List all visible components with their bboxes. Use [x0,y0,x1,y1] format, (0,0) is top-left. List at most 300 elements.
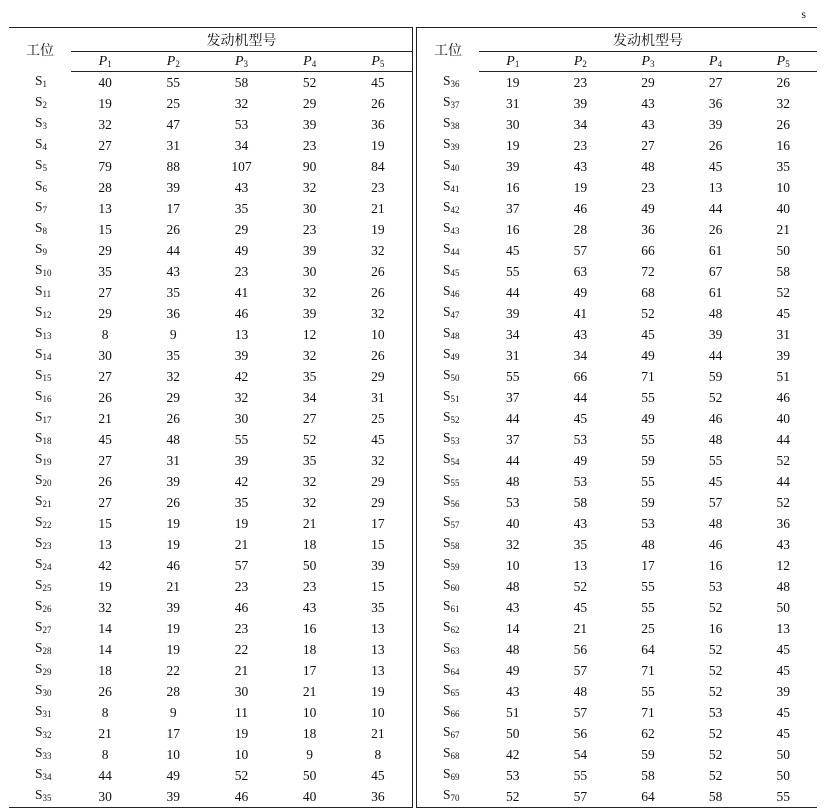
model-header-p5: $P_5$ [344,52,412,72]
time-cell: 39 [166,473,181,489]
time-cell: 55 [641,683,655,699]
time-cell: 21 [371,725,385,741]
time-cell: 43 [573,158,588,174]
time-cell: 19 [166,641,181,657]
time-cell: 58 [234,74,249,90]
time-cell: 32 [166,368,181,384]
time-cell: 49 [641,410,655,426]
station-cell: $S_{15}$ [35,366,52,383]
time-cell: 45 [708,473,723,489]
time-cell: 29 [371,494,385,510]
time-cell: 31 [371,389,385,405]
time-cell: 29 [302,95,317,111]
station-cell: $S_{64}$ [443,660,460,677]
time-cell: 57 [234,557,249,573]
time-cell: 40 [98,74,112,90]
time-cell: 45 [708,158,723,174]
time-cell: 27 [98,137,112,153]
time-cell: 48 [708,431,723,447]
time-cell: 55 [776,788,790,804]
time-cell: 46 [776,389,790,405]
time-cell: 63 [573,263,588,279]
station-cell: $S_{17}$ [35,408,52,425]
time-cell: 35 [234,200,249,216]
table-row [9,639,412,660]
model-header-p3: $P_3$ [614,52,682,72]
station-cell: $S_{66}$ [443,702,460,719]
station-cell: $S_{18}$ [35,429,52,446]
time-cell: 23 [371,179,385,195]
time-cell: 39 [302,116,317,132]
time-cell: 29 [98,305,112,321]
table-row [417,408,817,429]
time-cell: 52 [708,746,723,762]
time-cell: 21 [302,683,317,699]
time-cell: 39 [506,305,520,321]
time-cell: 18 [302,641,317,657]
table-row [417,156,817,177]
time-cell: 26 [98,473,112,489]
time-cell: 23 [302,137,317,153]
station-cell: $S_{33}$ [35,744,52,761]
time-cell: 12 [776,557,790,573]
time-cell: 52 [573,578,588,594]
time-cell: 10 [166,746,181,762]
table-row [417,723,817,744]
time-cell: 12 [302,326,317,342]
table-row [417,198,817,219]
time-cell: 59 [708,368,723,384]
station-cell: $S_8$ [35,219,48,236]
time-cell: 43 [506,683,520,699]
time-cell: 31 [506,347,520,363]
time-cell: 35 [302,452,317,468]
time-cell: 39 [776,347,790,363]
time-cell: 36 [641,221,655,237]
time-cell: 58 [641,767,655,783]
time-cell: 17 [166,200,181,216]
time-cell: 16 [506,179,520,195]
time-cell: 19 [371,137,385,153]
table-row [417,324,817,345]
time-cell: 44 [506,284,520,300]
table-row [417,555,817,576]
time-cell: 55 [506,368,520,384]
model-group-header: 发动机型号 [479,28,817,52]
table-row [417,219,817,240]
table-row [9,723,412,744]
time-cell: 35 [166,284,181,300]
time-cell: 46 [234,305,249,321]
station-cell: $S_{55}$ [443,471,460,488]
time-cell: 46 [234,599,249,615]
station-cell: $S_{24}$ [35,555,52,572]
time-cell: 35 [302,368,317,384]
station-cell: $S_2$ [35,93,48,110]
time-cell: 15 [371,578,385,594]
table-row [9,576,412,597]
time-cell: 49 [506,662,520,678]
time-cell: 57 [573,704,588,720]
time-cell: 32 [302,284,317,300]
time-cell: 44 [166,242,181,258]
time-cell: 32 [371,452,385,468]
table-row [417,492,817,513]
time-cell: 41 [234,284,249,300]
table-row [417,597,817,618]
station-cell: $S_{53}$ [443,429,460,446]
timing-table [9,27,817,808]
time-cell: 79 [98,158,112,174]
model-group-header: 发动机型号 [71,28,412,52]
time-cell: 45 [641,326,655,342]
time-cell: 66 [641,242,655,258]
table-row [417,786,817,807]
time-cell: 23 [641,179,655,195]
time-cell: 56 [573,725,588,741]
time-cell: 55 [166,74,181,90]
time-cell: 13 [708,179,723,195]
time-cell: 29 [371,368,385,384]
table-row [9,513,412,534]
table-row [417,702,817,723]
time-cell: 42 [98,557,112,573]
time-cell: 10 [371,326,385,342]
station-cell: $S_5$ [35,156,48,173]
time-cell: 52 [708,389,723,405]
time-cell: 53 [708,704,723,720]
time-cell: 10 [234,746,249,762]
table-row [9,786,412,807]
time-cell: 45 [776,662,790,678]
table-row [417,345,817,366]
time-cell: 52 [776,452,790,468]
time-cell: 29 [234,221,249,237]
time-cell: 71 [641,368,655,384]
time-cell: 55 [708,452,723,468]
station-cell: $S_{38}$ [443,114,460,131]
table-row [417,513,817,534]
table-row [9,471,412,492]
time-cell: 39 [166,179,181,195]
unit-label: s [801,7,806,21]
time-cell: 55 [573,767,588,783]
station-cell: $S_{23}$ [35,534,52,551]
time-cell: 48 [506,473,520,489]
table-row [9,114,412,135]
time-cell: 39 [371,557,385,573]
time-cell: 52 [302,431,317,447]
time-cell: 19 [98,95,112,111]
station-cell: $S_{26}$ [35,597,52,614]
time-cell: 41 [573,305,588,321]
time-cell: 53 [573,473,588,489]
table-row [9,93,412,114]
table-row [9,345,412,366]
station-cell: $S_{70}$ [443,786,460,803]
table-row [9,135,412,156]
time-cell: 36 [708,95,723,111]
time-cell: 46 [234,788,249,804]
table-row [417,765,817,786]
station-cell: $S_{50}$ [443,366,460,383]
time-cell: 40 [302,788,317,804]
time-cell: 51 [506,704,520,720]
time-cell: 53 [506,494,520,510]
station-cell: $S_{46}$ [443,282,460,299]
time-cell: 66 [573,368,588,384]
table-right [417,28,817,807]
time-cell: 8 [101,326,109,342]
station-cell: $S_{51}$ [443,387,460,404]
table-row [9,240,412,261]
time-cell: 49 [641,200,655,216]
station-cell: $S_{22}$ [35,513,52,530]
time-cell: 45 [98,431,112,447]
time-cell: 16 [776,137,790,153]
time-cell: 44 [98,767,112,783]
time-cell: 34 [302,389,317,405]
station-cell: $S_1$ [35,72,48,89]
time-cell: 107 [231,158,252,174]
time-cell: 23 [573,137,588,153]
time-cell: 53 [234,116,249,132]
station-cell: $S_{41}$ [443,177,460,194]
table-left-half [9,27,413,808]
time-cell: 48 [573,683,588,699]
time-cell: 40 [506,515,520,531]
time-cell: 14 [98,620,112,636]
time-cell: 19 [506,137,520,153]
time-cell: 45 [776,641,790,657]
time-cell: 13 [776,620,790,636]
station-cell: $S_{13}$ [35,324,52,341]
time-cell: 59 [641,494,655,510]
time-cell: 39 [166,599,181,615]
station-cell: $S_{20}$ [35,471,52,488]
time-cell: 45 [506,242,520,258]
time-cell: 48 [506,578,520,594]
time-cell: 27 [98,368,112,384]
time-cell: 34 [573,347,588,363]
time-cell: 53 [506,767,520,783]
station-cell: $S_{35}$ [35,786,52,803]
time-cell: 21 [371,200,385,216]
table-row [9,765,412,786]
time-cell: 50 [776,599,790,615]
table-row [417,618,817,639]
time-cell: 26 [166,221,181,237]
time-cell: 44 [776,473,790,489]
time-cell: 32 [371,305,385,321]
time-cell: 13 [371,662,385,678]
time-cell: 39 [302,242,317,258]
time-cell: 10 [776,179,790,195]
time-cell: 26 [776,74,790,90]
time-cell: 44 [506,410,520,426]
table-row [9,408,412,429]
time-cell: 13 [98,536,112,552]
time-cell: 32 [302,473,317,489]
station-cell: $S_{48}$ [443,324,460,341]
time-cell: 28 [98,179,112,195]
time-cell: 35 [166,347,181,363]
station-cell: $S_4$ [35,135,48,152]
station-cell: $S_{43}$ [443,219,460,236]
time-cell: 37 [506,389,520,405]
station-cell: $S_{68}$ [443,744,460,761]
time-cell: 19 [234,725,249,741]
time-cell: 55 [641,578,655,594]
time-cell: 34 [234,137,249,153]
station-cell: $S_{39}$ [443,135,460,152]
time-cell: 32 [234,389,249,405]
time-cell: 42 [506,746,520,762]
table-row [9,534,412,555]
time-cell: 49 [234,242,249,258]
time-cell: 34 [506,326,520,342]
time-cell: 30 [98,788,112,804]
time-cell: 53 [708,578,723,594]
time-cell: 13 [234,326,249,342]
time-cell: 39 [234,347,249,363]
time-cell: 8 [374,746,382,762]
station-cell: $S_9$ [35,240,48,257]
time-cell: 50 [776,242,790,258]
station-cell: $S_{10}$ [35,261,52,278]
station-cell: $S_{44}$ [443,240,460,257]
table-row [417,114,817,135]
model-header-p2: $P_2$ [139,52,207,72]
time-cell: 52 [708,683,723,699]
time-cell: 36 [371,116,385,132]
time-cell: 35 [98,263,112,279]
time-cell: 23 [302,221,317,237]
time-cell: 23 [234,620,249,636]
time-cell: 50 [776,746,790,762]
time-cell: 42 [234,473,249,489]
time-cell: 27 [98,284,112,300]
time-cell: 59 [641,746,655,762]
table-row [9,177,412,198]
time-cell: 43 [302,599,317,615]
time-cell: 43 [641,116,655,132]
time-cell: 46 [166,557,181,573]
time-cell: 17 [371,515,385,531]
time-cell: 31 [506,95,520,111]
time-cell: 8 [101,746,109,762]
station-cell: $S_{69}$ [443,765,460,782]
time-cell: 16 [302,620,317,636]
time-cell: 55 [234,431,249,447]
time-cell: 48 [166,431,181,447]
time-cell: 36 [371,788,385,804]
time-cell: 32 [302,494,317,510]
time-cell: 28 [573,221,588,237]
time-cell: 19 [371,683,385,699]
time-cell: 48 [776,578,790,594]
table-left-body [9,72,412,807]
time-cell: 27 [98,452,112,468]
station-cell: $S_{45}$ [443,261,460,278]
time-cell: 17 [166,725,181,741]
time-cell: 37 [506,431,520,447]
station-cell: $S_{16}$ [35,387,52,404]
time-cell: 47 [166,116,181,132]
time-cell: 10 [506,557,520,573]
time-cell: 19 [506,74,520,90]
time-cell: 50 [302,767,317,783]
time-cell: 48 [641,536,655,552]
time-cell: 19 [234,515,249,531]
time-cell: 59 [641,452,655,468]
time-cell: 48 [708,515,723,531]
time-cell: 30 [234,683,249,699]
time-cell: 21 [166,578,181,594]
time-cell: 11 [234,704,248,720]
time-cell: 15 [371,536,385,552]
time-cell: 32 [371,242,385,258]
time-cell: 52 [641,305,655,321]
time-cell: 27 [708,74,723,90]
table-row [417,681,817,702]
time-cell: 27 [641,137,655,153]
table-right-half [416,27,817,808]
time-cell: 39 [573,95,588,111]
time-cell: 26 [371,284,385,300]
time-cell: 55 [506,263,520,279]
table-row [9,156,412,177]
station-cell: $S_{28}$ [35,639,52,656]
time-cell: 43 [573,326,588,342]
time-cell: 23 [234,263,249,279]
time-cell: 29 [641,74,655,90]
time-cell: 39 [776,683,790,699]
table-row [9,198,412,219]
time-cell: 53 [573,431,588,447]
table-row [9,618,412,639]
table-right-body [417,72,817,807]
time-cell: 50 [302,557,317,573]
time-cell: 26 [98,683,112,699]
table-row [417,387,817,408]
time-cell: 37 [506,200,520,216]
time-cell: 45 [776,305,790,321]
time-cell: 52 [776,494,790,510]
time-cell: 44 [708,200,723,216]
time-cell: 19 [98,578,112,594]
station-cell: $S_{61}$ [443,597,460,614]
time-cell: 64 [641,788,655,804]
time-cell: 39 [506,158,520,174]
time-cell: 21 [302,515,317,531]
station-cell: $S_{57}$ [443,513,460,530]
time-cell: 62 [641,725,655,741]
station-cell: $S_{31}$ [35,702,52,719]
time-cell: 44 [506,452,520,468]
time-cell: 50 [506,725,520,741]
table-row [9,429,412,450]
time-cell: 45 [573,410,588,426]
time-cell: 52 [776,284,790,300]
time-cell: 44 [573,389,588,405]
time-cell: 45 [371,767,385,783]
time-cell: 9 [169,704,177,720]
time-cell: 21 [776,221,790,237]
table-row [9,303,412,324]
time-cell: 21 [234,536,249,552]
time-cell: 49 [166,767,181,783]
